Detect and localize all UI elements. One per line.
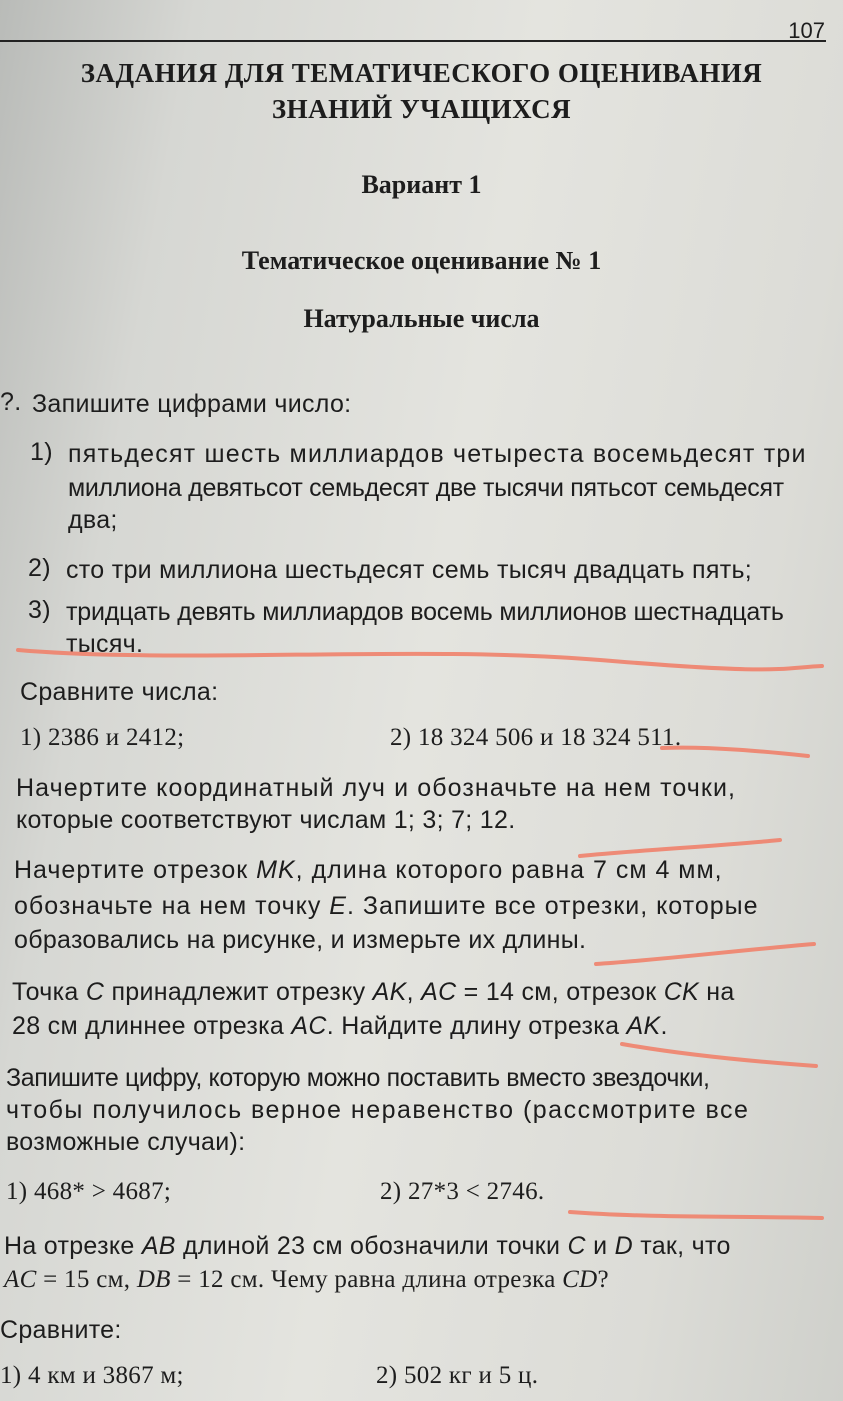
segment-mk: MK [256, 856, 296, 884]
task-7-text-c: и [585, 1232, 615, 1260]
segment-db: DB [136, 1266, 171, 1293]
task-8-item-1: 1) 4 км и 3867 м; [0, 1362, 184, 1389]
task-7-text-g: ? [597, 1266, 609, 1293]
task-7-text-f: = 12 см. Чему равна длина отрезка [170, 1266, 563, 1293]
task-6-line3: возможные случаи): [6, 1128, 246, 1156]
assessment-title: Тематическое оценивание № 1 [241, 246, 602, 275]
segment-ck: CK [663, 978, 700, 1006]
task-4-line2-b: . Запишите все отрезки, которые [346, 892, 759, 920]
task-7-text-e: = 15 см, [36, 1266, 137, 1293]
segment-ak-2: AK [626, 1012, 661, 1040]
task-7-text-b: длиной 23 см обозначили точки [175, 1232, 568, 1260]
topic-title: Натуральные числа [303, 304, 540, 333]
task-1-item-1-number: 1) [30, 438, 53, 466]
task-6-item-2: 2) 27*3 < 2746. [380, 1178, 545, 1205]
task-8-item-2: 2) 502 кг и 5 ц. [376, 1362, 539, 1389]
task-6-line1: Запишите цифру, которую можно поставить вместо звездочки, [6, 1064, 710, 1092]
task-2-item-2: 2) 18 324 506 и 18 324 511. [390, 724, 682, 751]
page-number: 107 [788, 18, 825, 43]
task-2-prompt: Сравните числа: [20, 678, 219, 706]
task-1-prompt: Запишите цифрами число: [32, 390, 352, 418]
task-1-item-2-number: 2) [28, 554, 51, 582]
task-5-text-e: на [699, 978, 735, 1006]
task-4-line1-b: , длина которого равна 7 см 4 мм, [295, 856, 723, 884]
segment-ac: AC [421, 978, 457, 1006]
task-5-text-h: . [660, 1012, 668, 1040]
task-5-text-c: , [406, 978, 422, 1006]
task-5-text-f: 28 см длиннее отрезка [12, 1012, 292, 1040]
pen-underline-6 [570, 1212, 822, 1218]
task-1-item-1-line1: пятьдесят шесть миллиардов четыреста восемьдесят три [68, 440, 807, 468]
section-heading-line2: ЗНАНИЙ УЧАЩИХСЯ [271, 94, 572, 124]
point-c: C [85, 978, 105, 1006]
task-5-text-b: принадлежит отрезку [104, 978, 373, 1006]
task-2-item-1: 1) 2386 и 2412; [20, 724, 185, 751]
task-1-item-1-line2: миллиона девятьсот семьдесят две тысячи пятьсот семьдесят [68, 474, 784, 502]
point-c-2: C [567, 1232, 586, 1260]
pen-underline-1 [18, 650, 822, 669]
task-4-line3: образовались на рисунке, и измерьте их длины. [14, 926, 587, 954]
segment-cd: CD [562, 1266, 598, 1293]
segment-ak: AK [372, 978, 407, 1006]
task-6-line2: чтобы получилось верное неравенство (рассмотрите все [6, 1096, 750, 1124]
section-heading-line1: ЗАДАНИЯ ДЛЯ ТЕМАТИЧЕСКОГО ОЦЕНИВАНИЯ [80, 58, 763, 88]
task-5-text-d: = 14 см, отрезок [456, 978, 664, 1006]
task-1-item-3-line1: тридцать девять миллиардов восемь миллионов шестнадцать [66, 598, 784, 626]
pen-underline-2 [662, 748, 808, 756]
task-5-text-g: . Найдите длину отрезка [326, 1012, 627, 1040]
segment-ac-2: AC [291, 1012, 327, 1040]
segment-ac-3: AC [4, 1266, 37, 1293]
segment-ab: AB [141, 1232, 176, 1260]
task-5-text-a: Точка [12, 978, 86, 1006]
task-1-item-3-line2: тысяч. [66, 630, 144, 658]
task-1-item-1-line3: два; [68, 506, 118, 534]
task-7-text-a: На отрезке [4, 1232, 142, 1260]
pen-underline-3 [580, 840, 780, 856]
task-4-line2-a: обозначьте на нем точку [14, 892, 330, 920]
task-1-marker: ?. [0, 388, 22, 416]
pen-underline-4 [596, 944, 814, 964]
pen-underline-5 [622, 1044, 816, 1066]
task-8-prompt: Сравните: [0, 1316, 122, 1344]
task-3-line1: Начертите координатный луч и обозначьте на нем точки, [16, 774, 737, 802]
task-3-line2: которые соответствуют числам 1; 3; 7; 12. [16, 806, 516, 834]
variant-title: Вариант 1 [361, 170, 482, 199]
point-e: E [329, 892, 347, 920]
point-d: D [614, 1232, 633, 1260]
task-1-item-3-number: 3) [28, 596, 51, 624]
task-6-item-1: 1) 468* > 4687; [6, 1178, 172, 1205]
task-7-text-d: так, что [633, 1232, 731, 1260]
task-4-line1-a: Начертите отрезок [14, 856, 257, 884]
task-1-item-2: сто три миллиона шестьдесят семь тысяч двадцать пять; [66, 556, 753, 584]
